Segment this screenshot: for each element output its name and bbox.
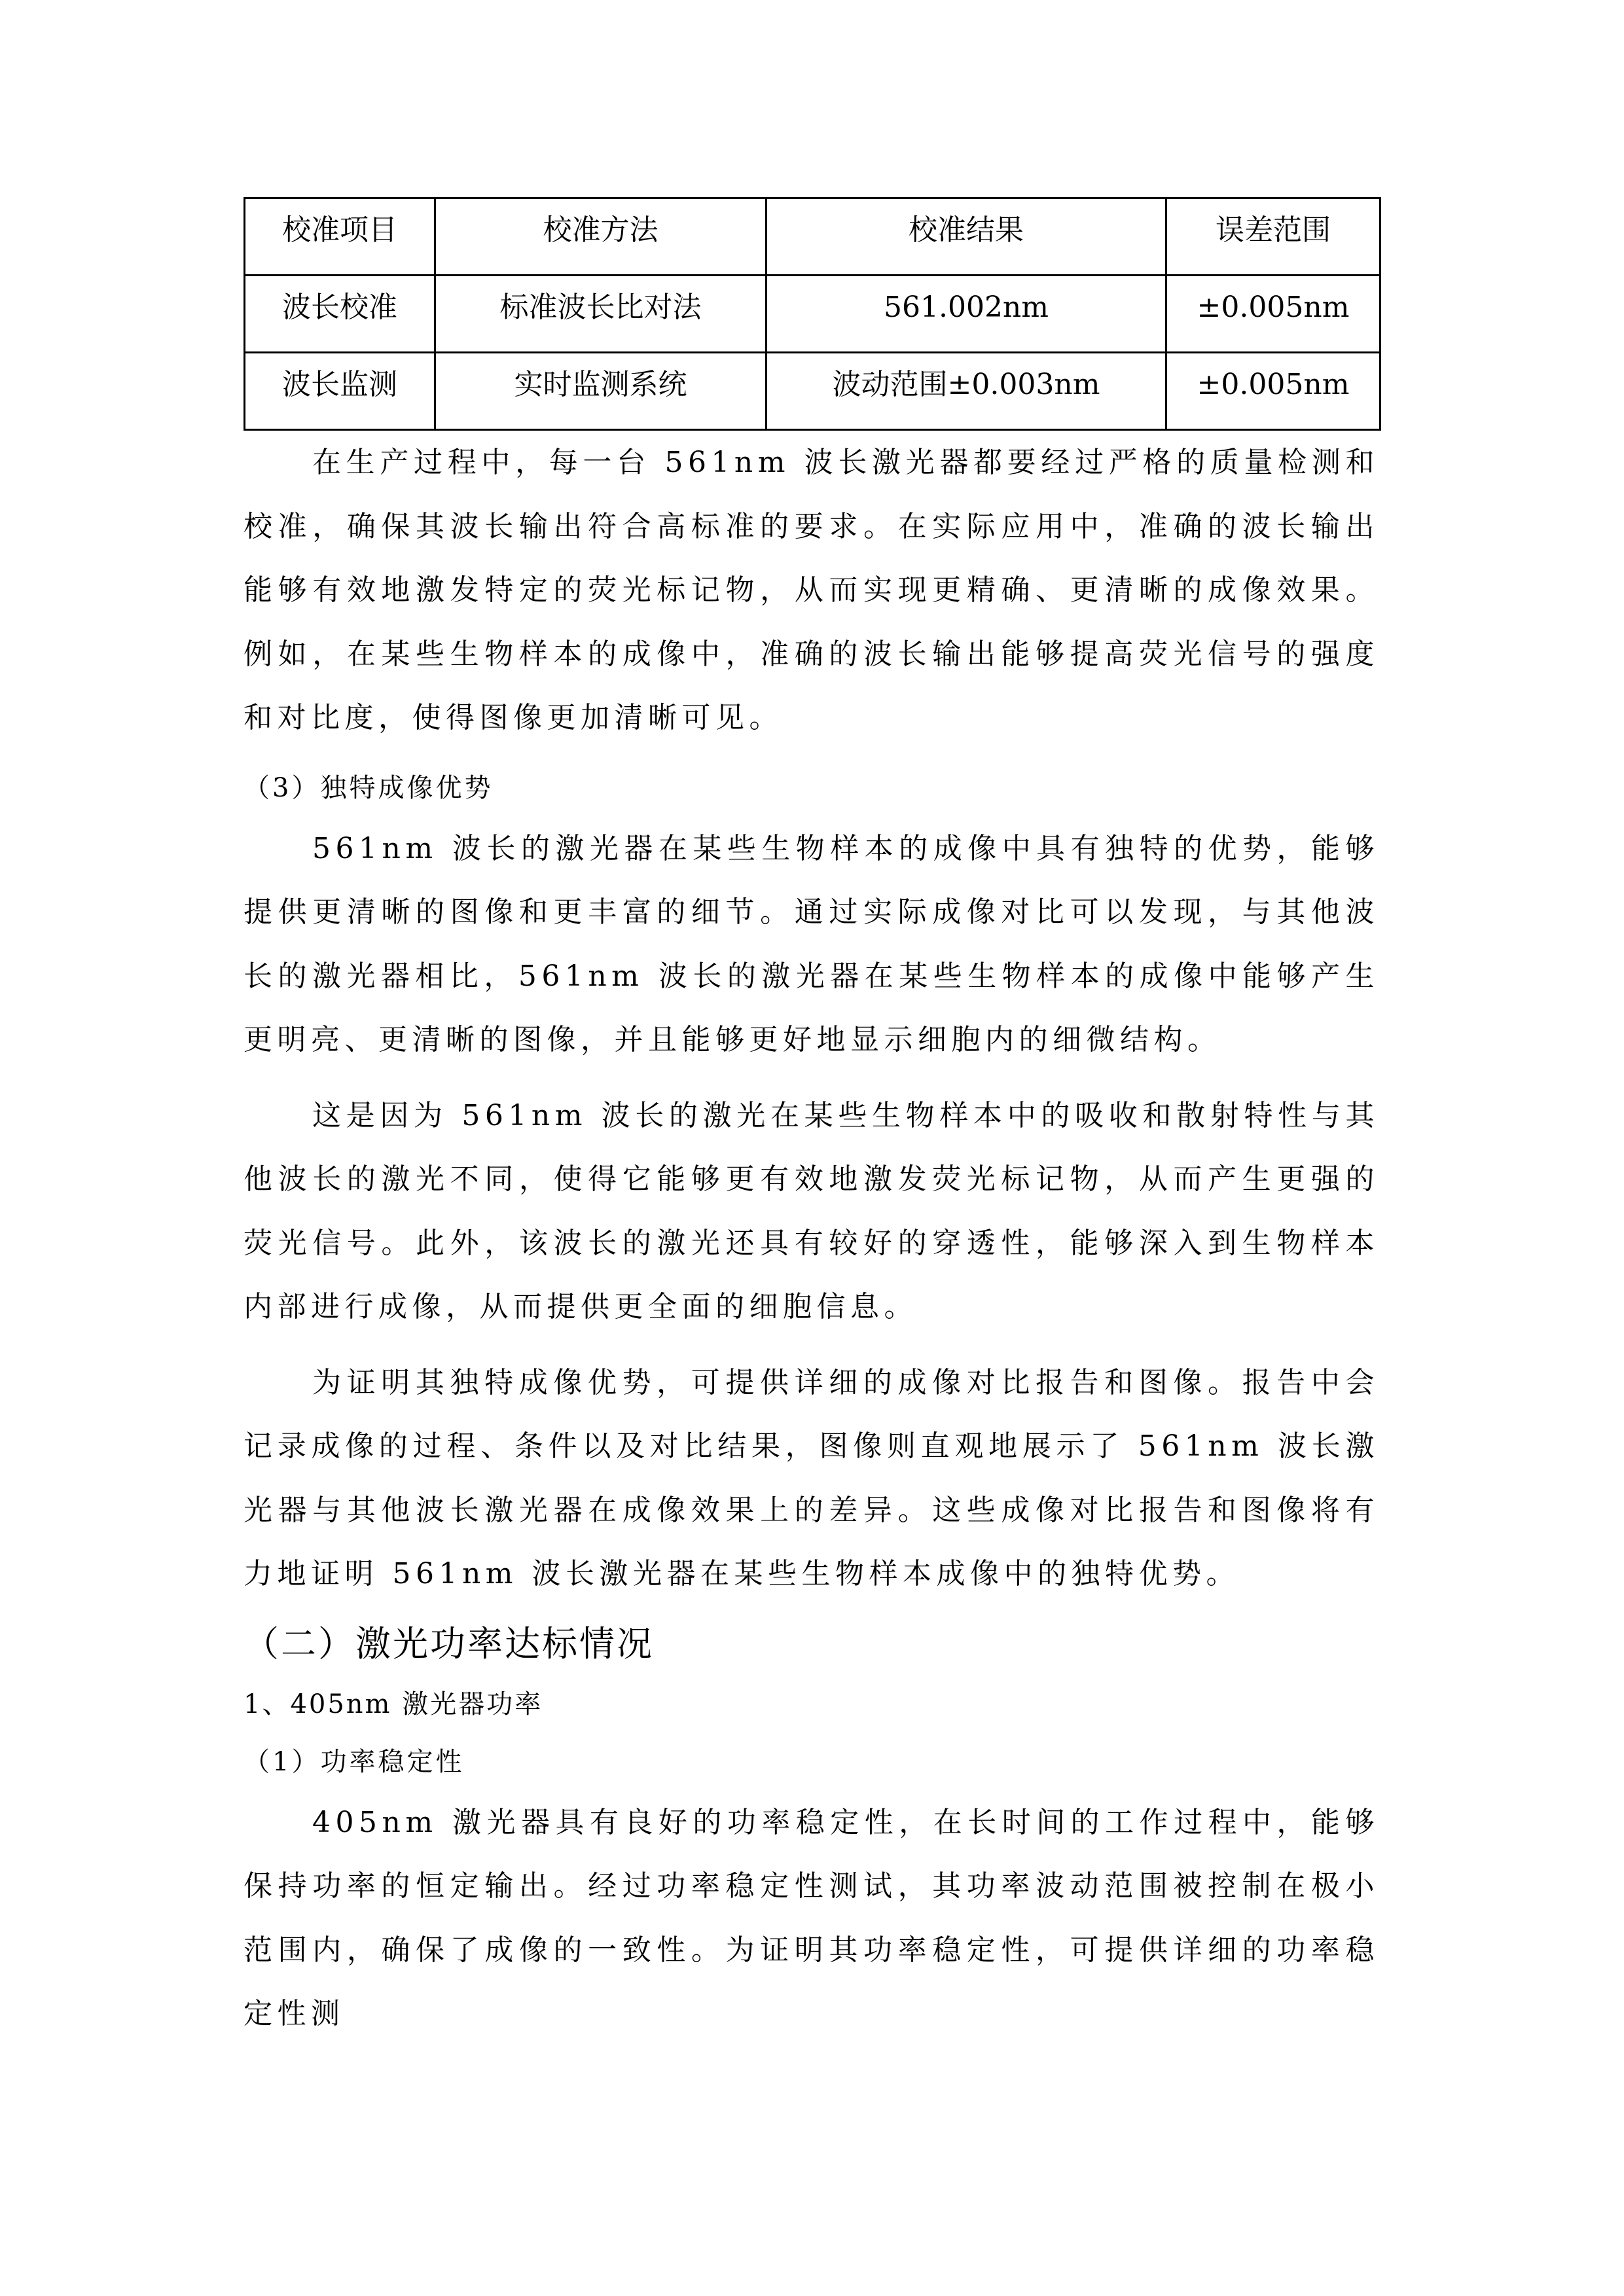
calibration-table	[244, 197, 1381, 431]
table-header-cell: 校准项目	[245, 198, 435, 276]
section-heading-405nm-power: 1、405nm 激光器功率	[244, 1689, 543, 1719]
document-page	[244, 197, 1379, 2046]
table-cell-item: 波长校准	[245, 276, 435, 353]
table-cell-tolerance: ±0.005nm	[1166, 353, 1380, 430]
subheading-power-stability: （1）功率稳定性	[244, 1746, 465, 1777]
table-row	[245, 353, 1380, 430]
table-header-cell: 校准结果	[767, 198, 1166, 276]
paragraph-imaging-advantage: 561nm 波长的激光器在某些生物样本的成像中具有独特的优势，能够提供更清晰的图像和更丰富的细节。通过实际成像对比可以发现，与其他波长的激光器相比，561nm 波长的激光器在某些生物样本的成像中能够产生更明亮、更清晰的图像，并且能够更好地显示细胞内的细微结构。	[244, 831, 1379, 1056]
table-header-cell: 误差范围	[1166, 198, 1380, 276]
table-cell-item: 波长监测	[245, 353, 435, 430]
table-cell-tolerance: ±0.005nm	[1166, 276, 1380, 353]
paragraph-power-stability: 405nm 激光器具有良好的功率稳定性，在长时间的工作过程中，能够保持功率的恒定输出。经过功率稳定性测试，其功率波动范围被控制在极小范围内，确保了成像的一致性。为证明其功率稳定性，可提供详细的功率稳定性测	[244, 1805, 1379, 2030]
subheading-unique-imaging-advantage: （3）独特成像优势	[244, 772, 494, 803]
paragraph-comparison-report: 为证明其独特成像优势，可提供详细的成像对比报告和图像。报告中会记录成像的过程、条件以及对比结果，图像则直观地展示了 561nm 波长激光器与其他波长激光器在成像效果上的差异。这些成像对比报告和图像将有力地证明 561nm 波长激光器在某些生物样本成像中的独特优势。	[244, 1365, 1379, 1590]
table-header-row	[245, 198, 1380, 276]
table-cell-result: 波动范围±0.003nm	[767, 353, 1166, 430]
paragraph-absorption-scattering: 这是因为 561nm 波长的激光在某些生物样本中的吸收和散射特性与其他波长的激光不同，使得它能够更有效地激发荧光标记物，从而产生更强的荧光信号。此外，该波长的激光还具有较好的穿透性，能够深入到生物样本内部进行成像，从而提供更全面的细胞信息。	[244, 1098, 1379, 1323]
table-header-cell: 校准方法	[435, 198, 767, 276]
table-cell-method: 标准波长比对法	[435, 276, 767, 353]
paragraph-quality-calibration: 在生产过程中，每一台 561nm 波长激光器都要经过严格的质量检测和校准，确保其波长输出符合高标准的要求。在实际应用中，准确的波长输出能够有效地激发特定的荧光标记物，从而实现更精确、更清晰的成像效果。例如，在某些生物样本的成像中，准确的波长输出能够提高荧光信号的强度和对比度，使得图像更加清晰可见。	[244, 446, 1379, 734]
table-cell-result: 561.002nm	[767, 276, 1166, 353]
major-heading-laser-power: （二）激光功率达标情况	[244, 1623, 654, 1664]
table-row	[245, 276, 1380, 353]
table-cell-method: 实时监测系统	[435, 353, 767, 430]
